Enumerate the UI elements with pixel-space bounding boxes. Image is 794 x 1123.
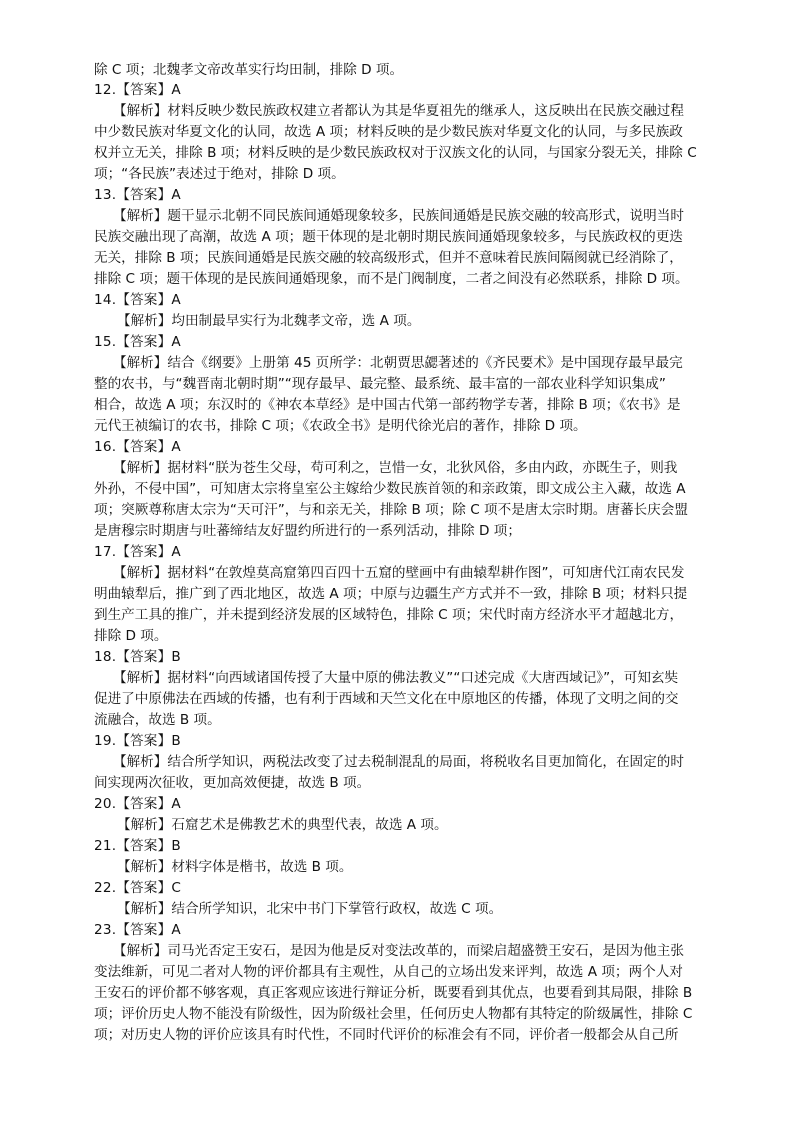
text-line: 外孙，不侵中国”，可知唐太宗将皇室公主嫁给少数民族首领的和亲政策，即文成公主入藏，故选 A [94,481,686,497]
analysis-line: 【解析】题干显示北朝不同民族间通婚现象较多，民族间通婚是民族交融的较高形式，说明当时 [113,208,684,224]
answer-heading-22: 22.【答案】C [94,880,182,896]
analysis-line: 【解析】结合所学知识，两税法改变了过去税制混乱的局面，将税收名目更加简化，在固定的时 [113,754,684,770]
text-line: 是唐穆宗时期唐与吐蕃缔结友好盟约所进行的一系列活动，排除 D 项； [94,523,521,539]
analysis-line: 【解析】司马光否定王安石，是因为他是反对变法改革的，而梁启超盛赞王安石，是因为他主张 [113,943,684,959]
text-line: 变法维新，可见二者对人物的评价都具有主观性，从自己的立场出发来评判，故选 A 项；两个人对 [94,964,683,980]
text-line: 明曲辕犁后，推广到了西北地区，故选 A 项；中原与边疆生产方式并不一致，排除 B 项；材料只提 [94,586,688,602]
analysis-line: 【解析】材料反映少数民族政权建立者都认为其是华夏祖先的继承人，这反映出在民族交融过程 [113,103,684,119]
text-line: 权并立无关，排除 B 项；材料反映的是少数民族政权对于汉族文化的认同，与国家分裂无关，排除 C [94,145,697,161]
text-line: 整的农书，与“魏晋南北朝时期”“现存最早、最完整、最系统、最丰富的一部农业科学知识集成” [94,376,666,392]
text-line: 项；突厥尊称唐太宗为“天可汗”，与和亲无关，排除 B 项；除 C 项不是唐太宗时期。唐蕃长庆会盟 [94,502,688,518]
analysis-line: 【解析】据材料“在敦煌莫高窟第四百四十五窟的壁画中有曲辕犁耕作图”，可知唐代江南农民发 [113,565,685,581]
answer-heading-21: 21.【答案】B [94,838,181,854]
text-line: 项；“各民族”表述过于绝对，排除 D 项。 [94,166,345,182]
answer-heading-14: 14.【答案】A [94,292,181,308]
answer-heading-23: 23.【答案】A [94,922,181,938]
text-line: 流融合，故选 B 项。 [94,712,221,728]
answer-heading-17: 17.【答案】A [94,544,181,560]
answer-heading-16: 16.【答案】A [94,439,181,455]
analysis-line: 【解析】据材料“向西域诸国传授了大量中原的佛法教义”“口述完成《大唐西域记》”，可知玄奘 [113,670,679,686]
answer-heading-20: 20.【答案】A [94,796,181,812]
text-line: 促进了中原佛法在西域的传播，也有利于西域和天竺文化在中原地区的传播，体现了文明之间的交 [94,691,679,707]
analysis-line: 【解析】材料字体是楷书，故选 B 项。 [117,859,353,875]
text-line: 民族交融出现了高潮，故选 A 项；题干体现的是北朝时期民族间通婚现象较多，与民族政权的更迭 [94,229,683,245]
analysis-line: 【解析】石窟艺术是佛教艺术的典型代表，故选 A 项。 [117,817,448,833]
analysis-line: 【解析】结合所学知识，北宋中书门下掌管行政权，故选 C 项。 [117,901,503,917]
text-line: 到生产工具的推广，并未提到经济发展的区域特色，排除 C 项；宋代时南方经济水平才超越北方， [94,607,684,623]
text-line: 相合，故选 A 项；东汉时的《神农本草经》是中国古代第一部药物学专著，排除 B 项；《农书》是 [94,397,681,413]
answer-heading-19: 19.【答案】B [94,733,181,749]
text-line: 排除 C 项；题干体现的是民族间通婚现象，而不是门阀制度，二者之间没有必然联系，排除 D 项。 [94,271,689,287]
text-line: 无关，排除 B 项；民族间通婚是民族交融的较高级形式，但并不意味着民族间隔阂就已经消除了， [94,250,683,266]
text-line: 项；对历史人物的评价应该具有时代性，不同时代评价的标准会有不同，评价者一般都会从自己所 [94,1027,679,1043]
answer-heading-12: 12.【答案】A [94,82,181,98]
analysis-line: 【解析】均田制最早实行为北魏孝文帝，选 A 项。 [117,313,421,329]
text-line: 除 C 项；北魏孝文帝改革实行均田制，排除 D 项。 [94,62,404,78]
analysis-line: 【解析】结合《纲要》上册第 45 页所学：北朝贾思勰著述的《齐民要术》是中国现存最早最完 [113,355,683,371]
text-line: 王安石的评价都不够客观，真正客观应该进行辩证分析，既要看到其优点，也要看到其局限，排除 B [94,985,693,1001]
text-line: 排除 D 项。 [94,628,168,644]
answer-heading-15: 15.【答案】A [94,334,181,350]
analysis-line: 【解析】据材料“朕为苍生父母，苟可利之，岂惜一女，北狄风俗，多由内政，亦既生子，则我 [113,460,678,476]
answer-heading-13: 13.【答案】A [94,187,181,203]
answer-heading-18: 18.【答案】B [94,649,181,665]
text-line: 项；评价历史人物不能没有阶级性，因为阶级社会里，任何历史人物都有其特定的阶级属性，排除 C [94,1006,693,1022]
text-line: 元代王祯编订的农书，排除 C 项；《农政全书》是明代徐光启的著作，排除 D 项。 [94,418,587,434]
text-line: 中少数民族对华夏文化的认同，故选 A 项；材料反映的是少数民族对华夏文化的认同，与多民族政 [94,124,683,140]
text-line: 间实现两次征收，更加高效便捷，故选 B 项。 [94,775,371,791]
